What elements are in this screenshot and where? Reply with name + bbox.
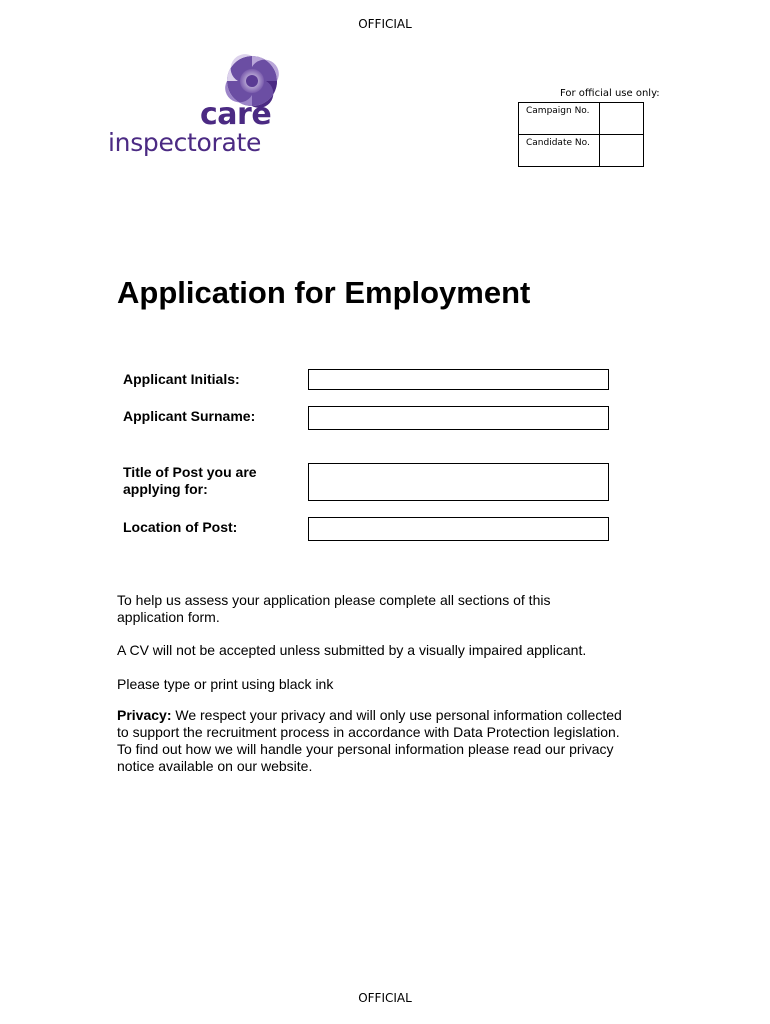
instructions-paragraph-2: A CV will not be accepted unless submitted by a visually impaired applicant. [117,642,587,658]
table-row [519,103,644,135]
applicant-surname-label: Applicant Surname: [123,408,256,424]
applicant-surname-field[interactable] [308,406,609,430]
privacy-label: Privacy: [117,707,172,723]
security-marking-bottom: OFFICIAL [358,991,412,1005]
logo-text-inspectorate: inspectorate [108,128,262,157]
applicant-initials-label: Applicant Initials: [123,371,240,387]
instructions-paragraph-3: Please type or print using black ink [117,676,334,692]
official-use-table [518,102,644,167]
candidate-no-label: Candidate No. [519,135,600,167]
post-title-label: Title of Post you are applying for: [123,464,257,497]
instructions-paragraph-1: To help us assess your application please complete all sections of this application form. [117,592,551,625]
logo-text-care: care [200,97,272,132]
care-inspectorate-logo [108,54,283,158]
campaign-no-field[interactable] [600,103,644,135]
location-of-post-field[interactable] [308,517,609,541]
table-row [519,135,644,167]
official-use-label: For official use only: [560,88,660,99]
post-title-field[interactable] [308,463,609,501]
applicant-initials-field[interactable] [308,369,609,390]
security-marking-top: OFFICIAL [358,17,412,31]
privacy-text: We respect your privacy and will only use personal information collected to support the recruitment process in accordance with Data Protection legislation. To find out how we will handle your personal information please read our privacy notice available on our website. [117,707,622,774]
page-title: Application for Employment [117,275,531,310]
campaign-no-label: Campaign No. [519,103,600,135]
privacy-paragraph [117,707,622,775]
candidate-no-field[interactable] [600,135,644,167]
location-of-post-label: Location of Post: [123,519,238,535]
